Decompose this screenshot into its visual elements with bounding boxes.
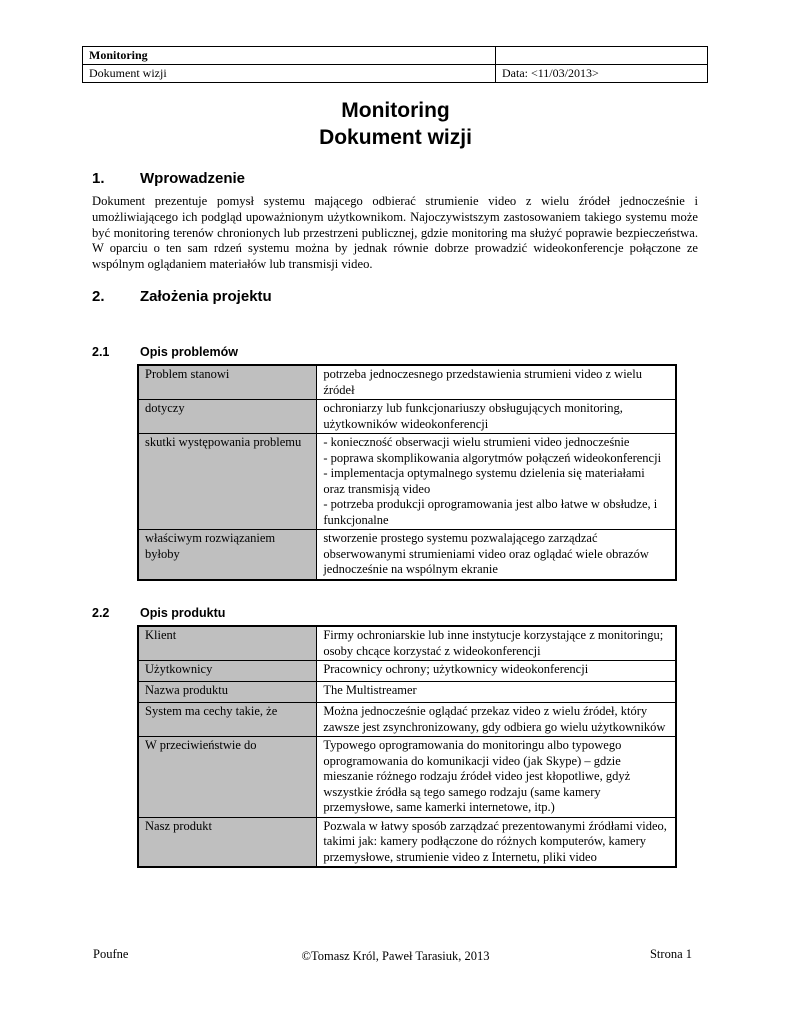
row-label: Użytkownicy — [138, 661, 317, 682]
problem-description-table — [137, 364, 677, 581]
subsection-2-2-title: Opis produktu — [140, 606, 226, 620]
header-project: Monitoring — [83, 47, 496, 65]
row-label: System ma cechy takie, że — [138, 703, 317, 737]
page-title: Monitoring — [341, 99, 450, 122]
footer-confidential: Poufne — [93, 947, 129, 961]
row-label: dotyczy — [138, 400, 317, 434]
table-row — [138, 682, 676, 703]
row-value: - konieczność obserwacji wielu strumieni video jednocześnie - poprawa skomplikowania algorytmów połączeń wideokonferencji - implementacja optymalnego systemu dzielenia się materiałami oraz transmisją video - potrzeba produkcji oprogramowania jest albo łatwe w obsłudze, i funkcjonalne — [317, 434, 676, 530]
row-value: Pozwala w łatwy sposób zarządzać prezentowanymi źródłami video, takimi jak: kamery podłączone do różnych komputerów, kamery przemysłowe, strumienie video z Internetu, pliki video — [317, 817, 676, 867]
table-row — [138, 626, 676, 661]
section-1-body: Dokument prezentuje pomysł systemu mającego odbierać strumienie video z wielu źródeł jednocześnie i umożliwiającego ich podgląd upoważnionym użytkownikom. Najoczywistszym zastosowaniem takiego systemu może być monitoring terenów chronionych lub przestrzeni publicznej, gdzie monitoring ma służyć poprawie bezpieczeństwa. W oparciu o ten sam rdzeń systemu można by jednak równie dobrze prowadzić wideokonferencje połączone ze wspólnym oglądaniem materiałów lub transmisji video. — [92, 194, 698, 272]
subsection-2-2-heading — [92, 606, 225, 620]
subsection-2-1-number: 2.1 — [92, 345, 110, 359]
row-value: potrzeba jednoczesnego przedstawienia strumieni video z wielu źródeł — [317, 365, 676, 400]
table-row — [138, 661, 676, 682]
row-label: Problem stanowi — [138, 365, 317, 400]
table-row — [138, 703, 676, 737]
row-label: Klient — [138, 626, 317, 661]
row-value: ochroniarzy lub funkcjonariuszy obsługujących monitoring, użytkowników wideokonferencji — [317, 400, 676, 434]
page-subtitle: Dokument wizji — [319, 126, 472, 149]
row-value: Pracownicy ochrony; użytkownicy wideokonferencji — [317, 661, 676, 682]
row-value: Firmy ochroniarskie lub inne instytucje korzystające z monitoringu; osoby chcące korzystać z wideokonferencji — [317, 626, 676, 661]
section-2-title: Założenia projektu — [140, 288, 272, 305]
table-row — [138, 434, 676, 530]
subsection-2-1-title: Opis problemów — [140, 345, 238, 359]
table-row — [138, 530, 676, 580]
row-label: właściwym rozwiązaniem byłoby — [138, 530, 317, 580]
row-label: Nazwa produktu — [138, 682, 317, 703]
section-2-heading — [92, 288, 272, 305]
subsection-2-2-number: 2.2 — [92, 606, 110, 620]
footer-page-number: Strona 1 — [649, 947, 692, 961]
section-1-title: Wprowadzenie — [140, 170, 246, 187]
table-row — [138, 400, 676, 434]
header-doc-type: Dokument wizji — [83, 65, 496, 83]
section-1-number: 1. — [92, 170, 105, 187]
header-empty-cell — [496, 47, 708, 65]
table-row — [138, 365, 676, 400]
row-value: stworzenie prostego systemu pozwalającego zarządzać obserwowanymi strumieniami video oraz oglądać wiele obrazów jednocześnie na wspólnym ekranie — [317, 530, 676, 580]
row-label: skutki występowania problemu — [138, 434, 317, 530]
section-1-heading — [92, 170, 245, 187]
table-row — [138, 737, 676, 818]
row-label: Nasz produkt — [138, 817, 317, 867]
product-description-table — [137, 625, 677, 868]
row-value: Można jednocześnie oglądać przekaz video z wielu źródeł, który zawsze jest zsynchronizowany, gdy odbiera go wielu użytkowników — [317, 703, 676, 737]
header-date: Data: <11/03/2013> — [496, 65, 708, 83]
row-value: The Multistreamer — [317, 682, 676, 703]
row-label: W przeciwieństwie do — [138, 737, 317, 818]
footer-copyright: ©Tomasz Król, Paweł Tarasiuk, 2013 — [301, 949, 490, 963]
table-row — [138, 817, 676, 867]
document-header-table — [82, 46, 708, 83]
section-2-number: 2. — [92, 288, 105, 305]
row-value: Typowego oprogramowania do monitoringu albo typowego oprogramowania do komunikacji video (jak Skype) – gdzie mieszanie różnego rodzaju źródeł video jest kłopotliwe, gdyż wszystkie źródła są tego samego rodzaju (same kamery przemysłowe, same kamerki internetowe, itp.) — [317, 737, 676, 818]
subsection-2-1-heading — [92, 345, 238, 359]
